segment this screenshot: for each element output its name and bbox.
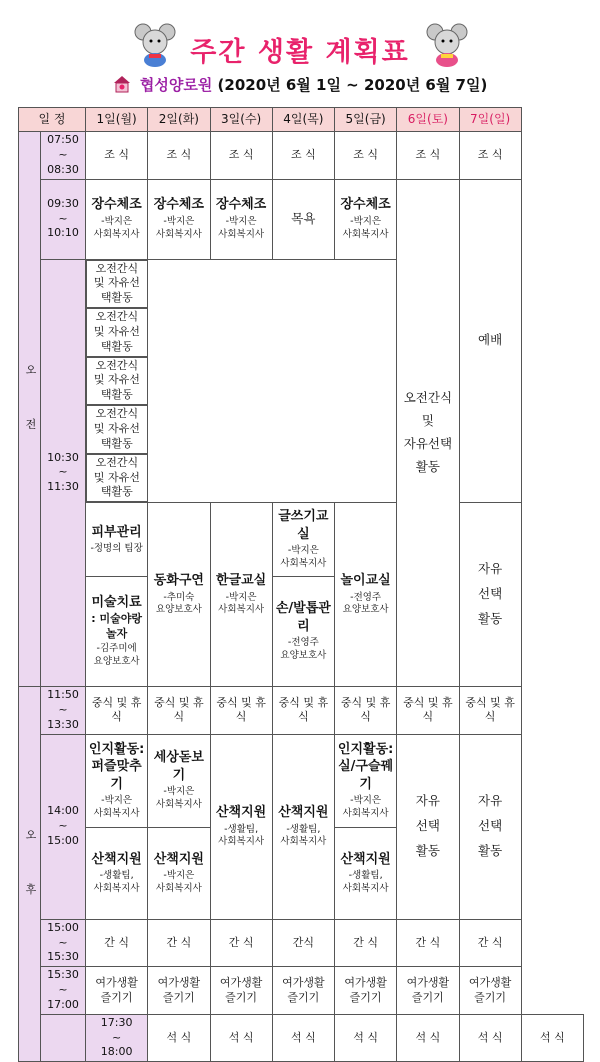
schedule-cell: 조 식: [210, 132, 272, 180]
org-name: 협성양로원: [139, 76, 213, 94]
schedule-cell: 중식 및 휴식: [272, 687, 334, 735]
schedule-cell: 오전간식 및 자유선택활동: [86, 405, 148, 454]
table-row: [19, 1014, 584, 1062]
schedule-cell: 중식 및 휴식: [210, 687, 272, 735]
schedule-cell: 오전간식 및 자유선택활동: [86, 357, 148, 406]
schedule-cell: 오전간식 및 자유선택활동: [86, 260, 148, 309]
schedule-cell: 석 식: [459, 1014, 521, 1062]
schedule-label: 일 정: [19, 108, 86, 132]
schedule-cell: 여가생활 즐기기: [210, 967, 272, 1015]
schedule-cell: 석 식: [335, 1014, 397, 1062]
schedule-cell: 간 식: [335, 919, 397, 967]
schedule-cell: 세상돋보기 -박지은 사회복지사 산책지원 -박지은 사회복지사: [148, 734, 210, 919]
schedule-cell: 오전간식 및 자유선택 활동: [397, 179, 459, 687]
weekly-schedule-table: [18, 107, 584, 1062]
schedule-cell: 장수체조 -박지은 사회복지사: [86, 179, 148, 259]
schedule-cell: 중식 및 휴식: [148, 687, 210, 735]
schedule-cell: 글쓰기교실 -박지은 사회복지사: [272, 503, 334, 577]
time-slot: 17:30 ~ 18:00: [86, 1014, 148, 1062]
schedule-cell: 석 식: [521, 1014, 583, 1062]
schedule-cell: 장수체조 -박지은 사회복지사: [210, 179, 272, 259]
page-title: 주간 생활 계획표: [190, 37, 410, 68]
table-row: [19, 503, 584, 577]
table-row: [19, 734, 584, 919]
schedule-cell: 여가생활 즐기기: [335, 967, 397, 1015]
day-header-saturday: 6일(토): [397, 108, 459, 132]
schedule-cell: 산책지원 -생활팀, 사회복지사: [272, 734, 334, 919]
schedule-cell: 중식 및 휴식: [86, 687, 148, 735]
schedule-cell: 예배: [459, 179, 521, 503]
day-header: 5일(금): [335, 108, 397, 132]
table-row: [19, 179, 584, 259]
time-slot: 14:00 ~ 15:00: [41, 734, 86, 919]
schedule-cell: 석 식: [397, 1014, 459, 1062]
schedule-cell: 간 식: [210, 919, 272, 967]
schedule-cell: 여가생활 즐기기: [459, 967, 521, 1015]
period-pm: 오 후: [19, 687, 41, 1062]
schedule-cell: 산책지원 -생활팀, 사회복지사: [210, 734, 272, 919]
time-slot: 15:30 ~ 17:00: [41, 967, 86, 1015]
schedule-cell: 간식: [272, 919, 334, 967]
schedule-cell: 중식 및 휴식: [459, 687, 521, 735]
subtitle: [0, 74, 600, 95]
schedule-cell: 장수체조 -박지은 사회복지사: [335, 179, 397, 259]
schedule-cell: 여가생활 즐기기: [272, 967, 334, 1015]
day-header: 4일(목): [272, 108, 334, 132]
schedule-cell: 장수체조 -박지은 사회복지사: [148, 179, 210, 259]
schedule-cell: 오전간식 및 자유선택활동: [86, 308, 148, 357]
schedule-cell: 석 식: [148, 1014, 210, 1062]
schedule-cell: 자유 선택 활동: [459, 734, 521, 919]
schedule-cell: 놀이교실 -전영주 요양보호사: [335, 503, 397, 687]
schedule-cell: 석 식: [210, 1014, 272, 1062]
day-header: 1일(월): [86, 108, 148, 132]
schedule-cell: 여가생활 즐기기: [148, 967, 210, 1015]
house-logo-icon: [113, 75, 131, 93]
day-header: 2일(화): [148, 108, 210, 132]
schedule-cell: 간 식: [459, 919, 521, 967]
schedule-cell: 조 식: [272, 132, 334, 180]
table-row: [19, 687, 584, 735]
time-slot: 09:30 ~ 10:10: [41, 179, 86, 259]
schedule-cell: 손/발톱관리 -전영주 요양보호사: [272, 577, 334, 687]
time-slot: 10:30 ~ 11:30: [41, 259, 86, 687]
schedule-cell: 여가생활 즐기기: [397, 967, 459, 1015]
schedule-cell: 중식 및 휴식: [335, 687, 397, 735]
schedule-cell: 여가생활 즐기기: [86, 967, 148, 1015]
schedule-cell: 자유 선택 활동: [459, 503, 521, 687]
schedule-cell: 미술치료 : 미술야랑 놀자 -김주미에 요양보호사: [86, 577, 148, 687]
schedule-cell: 간 식: [86, 919, 148, 967]
schedule-cell: 한글교실 -박지은 사회복지사: [210, 503, 272, 687]
time-slot: 07:50 ~ 08:30: [41, 132, 86, 180]
period-blank: [41, 1014, 86, 1062]
day-header-sunday: 7일(일): [459, 108, 521, 132]
table-row: [19, 919, 584, 967]
period-am: 오 전: [19, 132, 41, 687]
schedule-cell: 중식 및 휴식: [397, 687, 459, 735]
schedule-cell: 조 식: [335, 132, 397, 180]
schedule-cell: 조 식: [459, 132, 521, 180]
time-slot: 15:00 ~ 15:30: [41, 919, 86, 967]
schedule-cell: 동화구연 -추미숙 요양보호사: [148, 503, 210, 687]
schedule-cell: 피부관리 -정명의 팀장: [86, 503, 148, 577]
schedule-cell: 간 식: [397, 919, 459, 967]
time-slot: 11:50 ~ 13:30: [41, 687, 86, 735]
day-header: 3일(수): [210, 108, 272, 132]
schedule-cell: 인지활동: 실/구슬꿰기 -박지은 사회복지사 산책지원 -생활팀, 사회복지사: [335, 734, 397, 919]
table-row: [19, 132, 584, 180]
schedule-cell: 자유 선택 활동: [397, 734, 459, 919]
schedule-cell: 조 식: [86, 132, 148, 180]
mouse-mascot-right-icon: [424, 22, 470, 68]
schedule-cell: 인지활동: 퍼즐맞추기 -박지은 사회복지사 산책지원 -생활팀, 사회복지사: [86, 734, 148, 919]
schedule-cell: 석 식: [272, 1014, 334, 1062]
table-row: [19, 967, 584, 1015]
schedule-cell: 오전간식 및 자유선택활동: [86, 454, 148, 503]
schedule-cell: 조 식: [148, 132, 210, 180]
schedule-cell: 간 식: [148, 919, 210, 967]
schedule-cell: 목욕: [272, 179, 334, 259]
date-range: (2020년 6월 1일 ~ 2020년 6월 7일): [217, 76, 488, 94]
header-row: [19, 108, 584, 132]
schedule-cell: 조 식: [397, 132, 459, 180]
